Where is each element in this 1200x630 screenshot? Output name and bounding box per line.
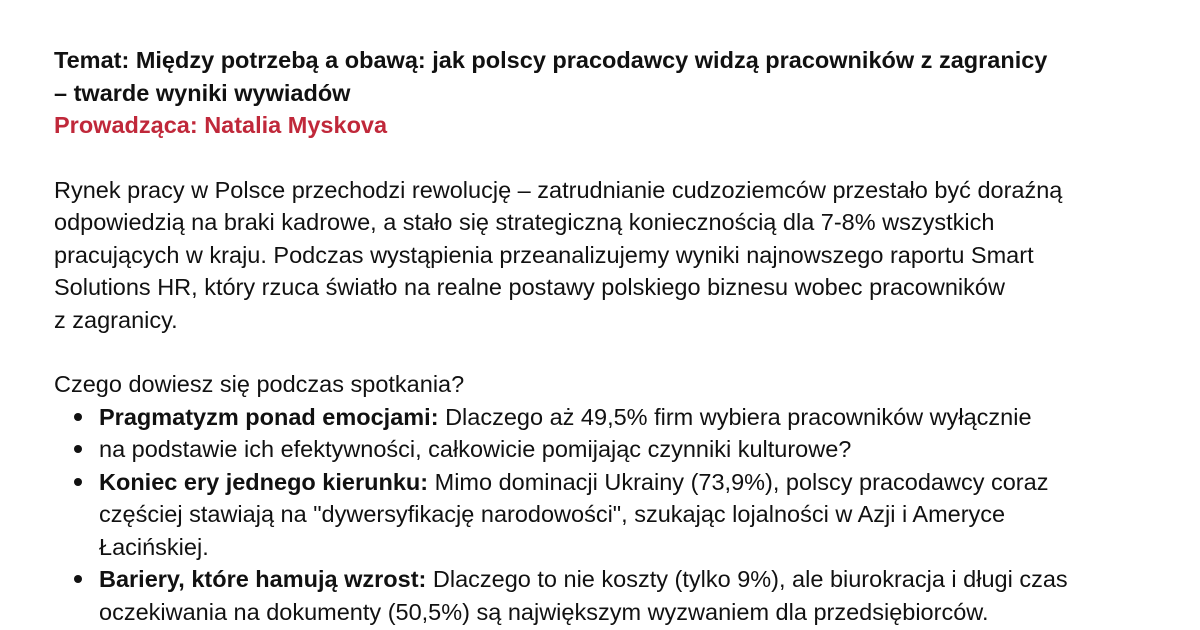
agenda-question: Czego dowiesz się podczas spotkania? [54, 371, 465, 397]
intro-paragraph [54, 174, 1200, 337]
title-line-1: Temat: Między potrzebą a obawą: jak polscy pracodawcy widzą pracowników z zagranicy [54, 47, 1048, 73]
list-item-continuation: częściej stawiają na "dywersyfikację narodowości", szukając lojalności w Azji i Ameryce [99, 501, 1006, 527]
bullet-icon [74, 445, 82, 453]
agenda-list [54, 401, 1200, 629]
list-item-line [99, 563, 1200, 596]
list-item-heading: Pragmatyzm ponad emocjami: [99, 403, 439, 430]
document-page [54, 44, 1200, 628]
list-item-heading: Bariery, które hamują wzrost: [99, 566, 427, 592]
list-item-text: Mimo dominacji Ukrainy (73,9%), polscy pracodawcy coraz [428, 468, 1049, 495]
intro-line: Solutions HR, który rzuca światło na realne postawy polskiego biznesu wobec pracowników [54, 274, 1005, 300]
list-item-continuation: oczekiwania na dokumenty (50,5%) są największym wyzwaniem dla przedsiębiorców. [99, 598, 989, 625]
bullet-icon [74, 478, 82, 486]
list-item-heading: Koniec ery jednego kierunku: [99, 468, 429, 495]
intro-line: pracujących w kraju. Podczas wystąpienia przeanalizujemy wyniki najnowszego raportu Smart [54, 241, 1034, 268]
list-item-line [99, 466, 1200, 499]
bullet-icon [74, 575, 82, 583]
list-item-text: Dlaczego aż 49,5% firm wybiera pracowników wyłącznie [438, 403, 1032, 430]
host-name: Prowadząca: Natalia Myskova [54, 112, 388, 138]
intro-line: odpowiedzią na braki kadrowe, a stało się strategiczną koniecznością dla 7-8% wszystkich [54, 209, 995, 235]
list-item [54, 466, 1200, 564]
title-line-2: – twarde wyniki wywiadów [54, 79, 351, 106]
intro-line: z zagranicy. [54, 306, 178, 333]
list-item [54, 433, 1200, 466]
list-item-text: na podstawie ich efektywności, całkowicie pomijając czynniki kulturowe? [99, 436, 852, 462]
intro-line: Rynek pracy w Polsce przechodzi rewolucję – zatrudnianie cudzoziemców przestało być doraźną [54, 176, 1063, 203]
list-item-line [99, 401, 1200, 434]
list-item [54, 563, 1200, 628]
bullet-icon [74, 413, 82, 421]
list-item [54, 401, 1200, 434]
list-item-text: Dlaczego to nie koszty (tylko 9%), ale biurokracja i długi czas [426, 566, 1068, 592]
list-item-continuation: Łacińskiej. [99, 533, 209, 560]
page-title [54, 44, 1200, 109]
